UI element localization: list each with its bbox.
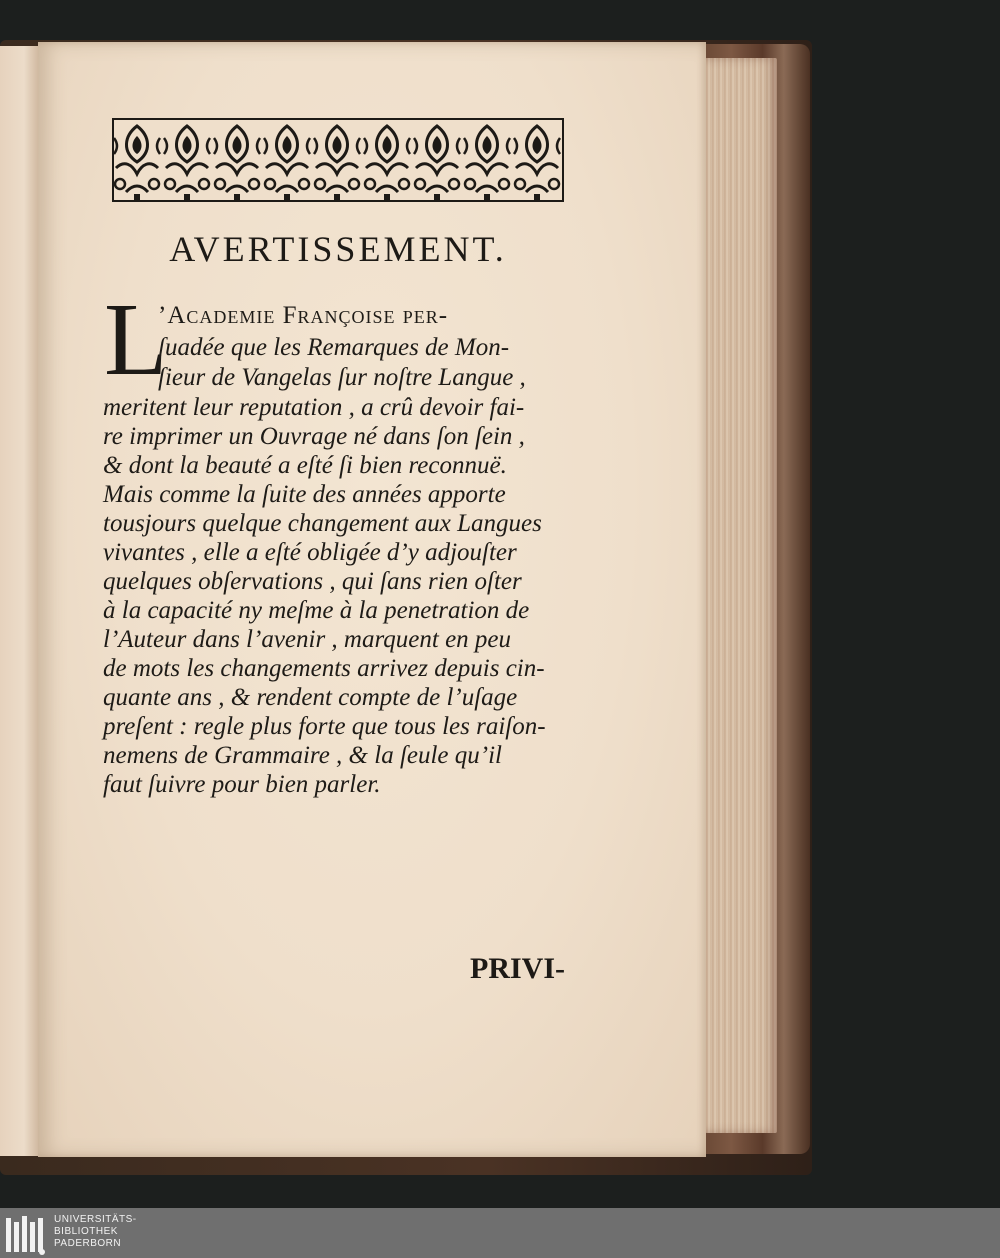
text-line: faut ſuivre pour bien parler. bbox=[103, 771, 381, 798]
library-name-line: PADERBORN bbox=[54, 1238, 122, 1249]
text-line: & dont la beauté a eſté ſi bien reconnuë. bbox=[103, 452, 507, 479]
left-page-edge bbox=[0, 46, 40, 1156]
text-line: de mots les changements arrivez depuis cin- bbox=[103, 655, 545, 682]
text-line: ſuadée que les Remarques de Mon- bbox=[158, 334, 510, 361]
text-line: nemens de Grammaire , & la ſeule qu’il bbox=[103, 742, 502, 769]
text-line: à la capacité ny meſme à la penetration de bbox=[103, 597, 530, 624]
text-line: ’Academie Françoise per- bbox=[158, 302, 449, 329]
text-line: preſent : regle plus forte que tous les raiſon- bbox=[103, 713, 546, 740]
text-line: Mais comme la ſuite des années apporte bbox=[103, 481, 506, 508]
page-title: AVERTISSEMENT. bbox=[169, 229, 507, 269]
library-logo-icon bbox=[4, 1212, 48, 1256]
text-line: quelques obſervations , qui ſans rien oſter bbox=[103, 568, 522, 595]
text-line: meritent leur reputation , a crû devoir fai- bbox=[103, 394, 525, 421]
library-name bbox=[54, 1214, 137, 1250]
text-line: ſieur de Vangelas ſur noſtre Langue , bbox=[158, 364, 526, 391]
text-line: l’Auteur dans l’avenir , marquent en peu bbox=[103, 626, 512, 653]
footer-bar bbox=[0, 1208, 1000, 1258]
text-line: tousjours quelque changement aux Langues bbox=[103, 510, 542, 537]
library-name-line: BIBLIOTHEK bbox=[54, 1226, 118, 1237]
ornamental-headpiece bbox=[112, 118, 564, 202]
catchword: PRIVI- bbox=[470, 952, 565, 985]
page-edges bbox=[705, 58, 777, 1133]
text-line: quante ans , & rendent compte de l’uſage bbox=[103, 684, 518, 711]
library-name-line: UNIVERSITÄTS- bbox=[54, 1214, 137, 1225]
text-line: re imprimer un Ouvrage né dans ſon ſein , bbox=[103, 423, 525, 450]
drop-cap: L bbox=[104, 282, 168, 397]
text-line: vivantes , elle a eſté obligée d’y adjouſter bbox=[103, 539, 517, 566]
